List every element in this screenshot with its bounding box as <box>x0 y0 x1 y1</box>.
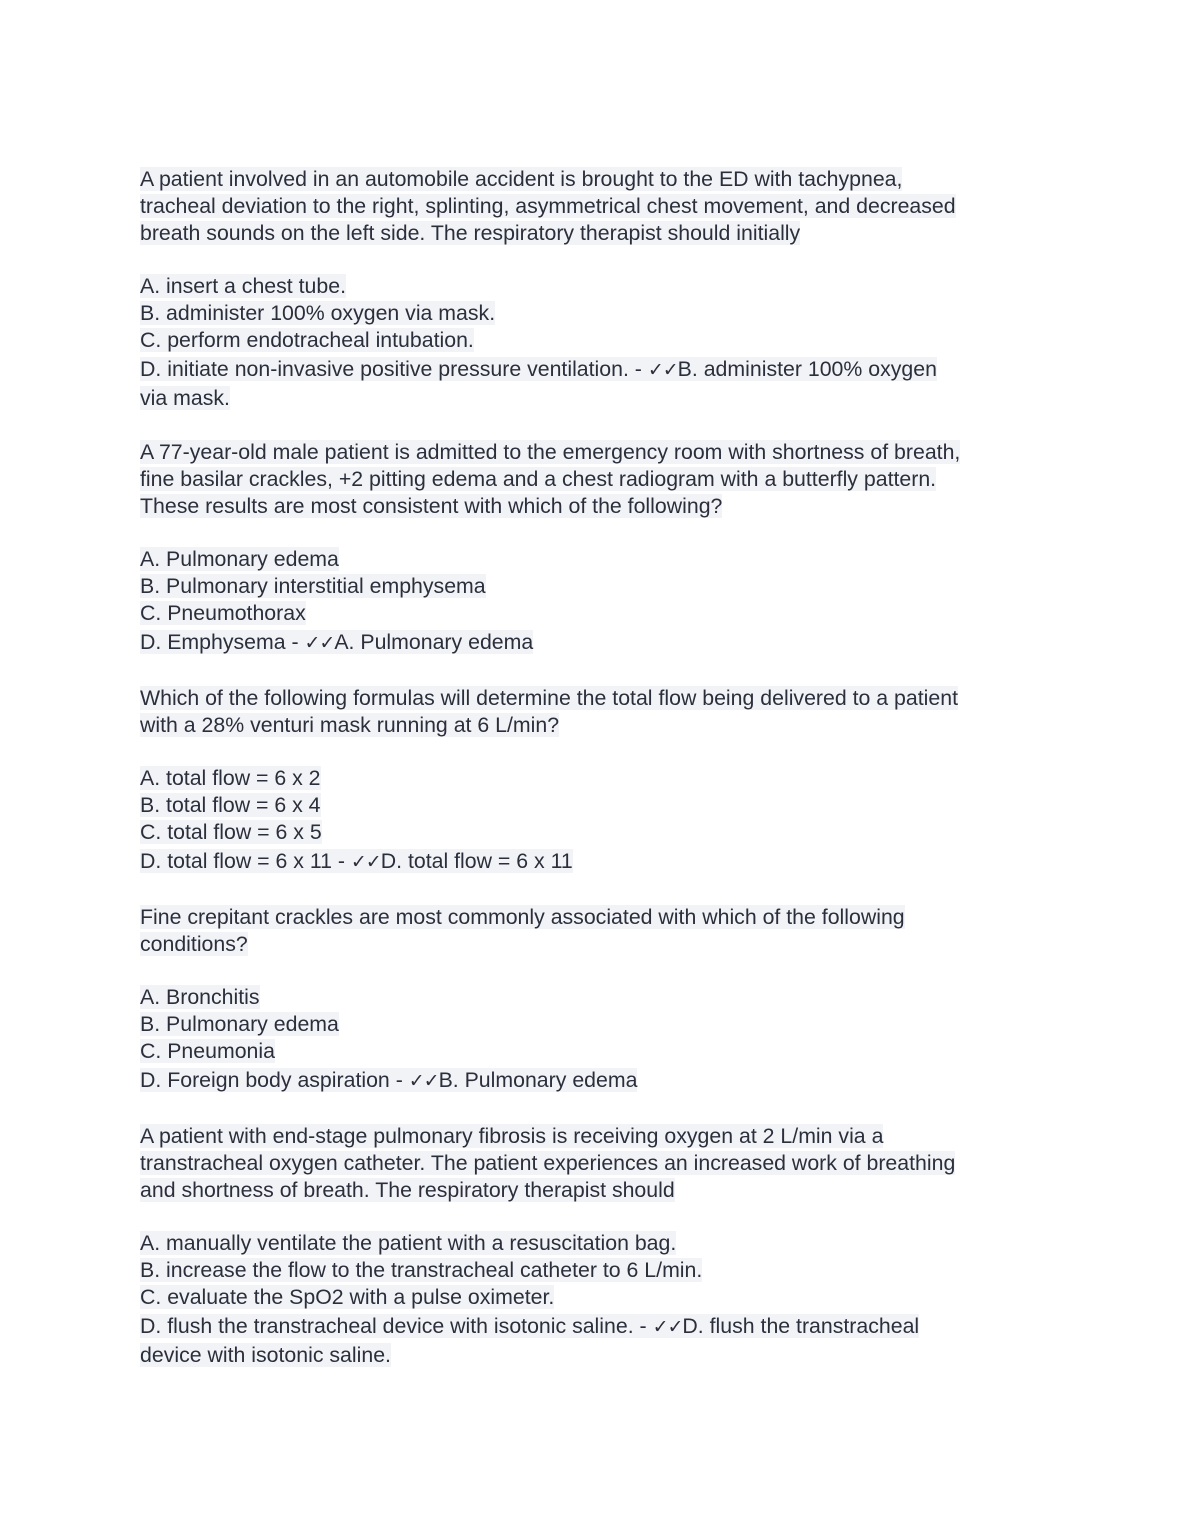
question-text-line: tracheal deviation to the right, splinting, asymmetrical chest movement, and decreased <box>140 194 956 218</box>
answer-options <box>140 546 1050 658</box>
correct-answer: B. administer 100% oxygen <box>677 357 937 381</box>
option-a: A. Bronchitis <box>140 985 260 1009</box>
question-text-line: conditions? <box>140 932 248 956</box>
option-b: B. increase the flow to the transtracheal catheter to 6 L/min. <box>140 1258 703 1282</box>
option-d-with-answer <box>140 630 533 654</box>
question-text-line: A patient with end-stage pulmonary fibrosis is receiving oxygen at 2 L/min via a <box>140 1124 884 1148</box>
question-block-3 <box>140 685 1050 877</box>
option-d: D. Foreign body aspiration - <box>140 1068 409 1092</box>
question-block-2 <box>140 439 1050 658</box>
option-d-with-answer <box>140 1068 637 1092</box>
option-c: C. Pneumothorax <box>140 601 306 625</box>
option-c: C. Pneumonia <box>140 1039 275 1063</box>
question-block-4 <box>140 904 1050 1096</box>
document-page <box>140 166 1050 1369</box>
option-c: C. perform endotracheal intubation. <box>140 328 474 352</box>
double-check-icon: ✓✓ <box>647 359 678 381</box>
double-check-icon: ✓✓ <box>350 851 381 873</box>
answer-options <box>140 273 1050 412</box>
answer-options <box>140 984 1050 1096</box>
answer-options <box>140 1230 1050 1369</box>
correct-answer: A. Pulmonary edema <box>334 630 534 654</box>
question-text-line: These results are most consistent with which of the following? <box>140 494 723 518</box>
question-stem <box>140 685 1050 739</box>
option-b: B. administer 100% oxygen via mask. <box>140 301 496 325</box>
option-b: B. Pulmonary interstitial emphysema <box>140 574 486 598</box>
correct-answer-continued: via mask. <box>140 386 230 410</box>
question-block-1 <box>140 166 1050 412</box>
option-d-with-answer <box>140 357 937 381</box>
option-d: D. initiate non-invasive positive pressure ventilation. - <box>140 357 648 381</box>
option-d: D. Emphysema - <box>140 630 305 654</box>
correct-answer: B. Pulmonary edema <box>438 1068 638 1092</box>
option-b: B. total flow = 6 x 4 <box>140 793 321 817</box>
option-d-with-answer <box>140 849 573 873</box>
option-d: D. total flow = 6 x 11 - <box>140 849 351 873</box>
option-a: A. total flow = 6 x 2 <box>140 766 321 790</box>
correct-answer: D. total flow = 6 x 11 <box>380 849 573 873</box>
double-check-icon: ✓✓ <box>652 1316 683 1338</box>
option-a: A. insert a chest tube. <box>140 274 346 298</box>
correct-answer-continued: device with isotonic saline. <box>140 1343 391 1367</box>
correct-answer: D. flush the transtracheal <box>682 1314 920 1338</box>
question-text-line: A patient involved in an automobile accident is brought to the ED with tachypnea, <box>140 167 903 191</box>
option-d-with-answer <box>140 1314 919 1338</box>
question-text-line: fine basilar crackles, +2 pitting edema and a chest radiogram with a butterfly pattern. <box>140 467 937 491</box>
option-c: C. total flow = 6 x 5 <box>140 820 322 844</box>
option-a: A. manually ventilate the patient with a resuscitation bag. <box>140 1231 677 1255</box>
question-text-line: and shortness of breath. The respiratory therapist should <box>140 1178 675 1202</box>
question-text-line: Which of the following formulas will determine the total flow being delivered to a patient <box>140 686 958 710</box>
question-stem <box>140 1123 1050 1204</box>
question-text-line: A 77-year-old male patient is admitted to the emergency room with shortness of breath, <box>140 440 961 464</box>
question-text-line: breath sounds on the left side. The respiratory therapist should initially <box>140 221 801 245</box>
question-stem <box>140 439 1050 520</box>
question-stem <box>140 166 1050 247</box>
question-text-line: transtracheal oxygen catheter. The patient experiences an increased work of breathing <box>140 1151 956 1175</box>
question-text-line: Fine crepitant crackles are most commonly associated with which of the following <box>140 905 905 929</box>
option-c: C. evaluate the SpO2 with a pulse oximeter. <box>140 1285 555 1309</box>
option-b: B. Pulmonary edema <box>140 1012 339 1036</box>
question-block-5 <box>140 1123 1050 1369</box>
option-d: D. flush the transtracheal device with isotonic saline. - <box>140 1314 653 1338</box>
double-check-icon: ✓✓ <box>408 1070 439 1092</box>
option-a: A. Pulmonary edema <box>140 547 339 571</box>
answer-options <box>140 765 1050 877</box>
question-stem <box>140 904 1050 958</box>
double-check-icon: ✓✓ <box>304 632 335 654</box>
question-text-line: with a 28% venturi mask running at 6 L/min? <box>140 713 560 737</box>
